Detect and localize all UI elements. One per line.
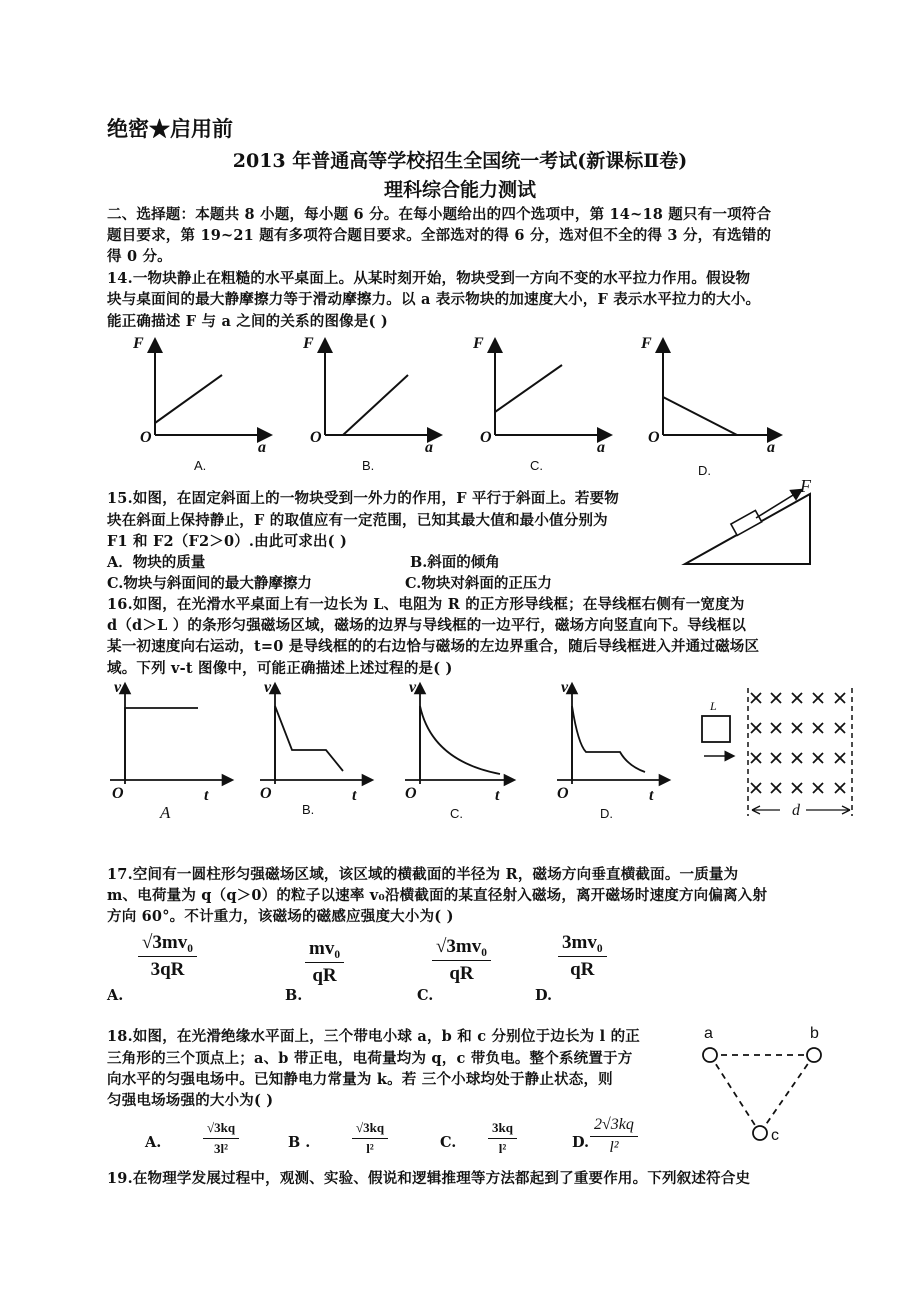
q15-option-a: A．物块的质量 [107,554,206,571]
secret-label: 绝密★启用前 [107,116,233,141]
q15-option-c: C.物块与斜面间的最大静摩擦力 [107,575,312,592]
numerator: √3kq [207,1120,236,1135]
q16-line: 16.如图，在光滑水平桌面上有一边长为 L、电阻为 R 的正方形导线框；在导线框右侧有一宽度为 [107,596,745,613]
numerator: √3mv₀ [142,932,193,953]
q18-option-d-formula [590,1116,638,1157]
origin-label: O [112,785,124,802]
axis-label: a [258,439,266,456]
q18-line: 18.如图，在光滑绝缘水平面上，三个带电小球 a，b 和 c 分别位于边长为 l 的正 [107,1028,640,1045]
q16-line: 域。下列 v-t 图像中，可能正确描述上述过程的是( ) [107,660,453,677]
q18-option-d-label: D. [572,1134,590,1151]
axis-label: F [133,335,144,352]
q17-line: 17.空间有一圆柱形匀强磁场区域，该区域的横截面的半径为 R，磁场方向垂直横截面。一质量为 [107,866,739,883]
axis-label: t [495,787,500,804]
ball-a [703,1048,717,1062]
axis-label: t [352,787,357,804]
intro-line: 二、选择题：本题共 8 小题，每小题 6 分。在每小题给出的四个选项中，第 14~18 题只有一项符合 [107,206,772,223]
q17-line: 方向 60°。不计重力，该磁场的磁感应强度大小为( ) [107,908,454,925]
width-label: d [792,802,800,819]
axis-label: v [264,679,272,696]
intro-line: 得 0 分。 [107,248,172,265]
q18-option-c-formula [488,1120,517,1157]
option-label: C. [530,458,543,473]
origin-label: O [260,785,272,802]
origin-label: O [557,785,569,802]
q15-incline-diagram [680,474,820,570]
q19-line: 19.在物理学发展过程中，观测、实验、假说和逻辑推理等方法都起到了重要作用。下列叙述符合史 [107,1170,751,1187]
q14-line: 能正确描述 F 与 a 之间的关系的图像是( ) [107,313,388,330]
q15-line: 块在斜面上保持静止，F 的取值应有一定范围，已知其最大值和最小值分别为 [107,512,608,529]
q18-line: 三角形的三个顶点上；a、b 带正电，电荷量均为 q，c 带负电。整个系统置于方 [107,1050,633,1067]
ball-b [807,1048,821,1062]
ball-label: c [771,1127,779,1144]
axis-label: v [561,679,569,696]
q15-line: 15.如图，在固定斜面上的一物块受到一外力的作用，F 平行于斜面上。若要物 [107,490,619,507]
q17-line: m、电荷量为 q（q＞0）的粒子以速率 v₀沿横截面的某直径射入磁场，离开磁场时速度方向偏离入射 [107,887,768,904]
q18-line: 匀强电场场强的大小为( ) [107,1092,274,1109]
intro-line: 题目要求，第 19~21 题有多项符合题目要求。全部选对的得 6 分，选对但不全的得 3 分，有选错的 [107,227,772,244]
numerator: mv₀ [309,938,341,959]
q18-option-c-label: C. [440,1134,457,1151]
q16-graph-c [405,679,510,821]
ball-label: b [810,1025,819,1042]
axis-label: F [641,335,652,352]
denominator: qR [432,960,491,985]
origin-label: O [480,429,492,446]
origin-label: O [140,429,152,446]
q17-option-c-label: C. [417,987,434,1004]
q15-line: F1 和 F2（F2＞0）.由此可求出( ) [107,533,348,550]
q15-option-d: C.物块对斜面的正压力 [405,575,552,592]
q18-option-b-formula [352,1120,388,1157]
q17-option-a-formula [138,932,197,981]
axis-label: F [473,335,484,352]
axis-label: t [649,787,654,804]
option-label: D. [698,463,711,478]
denominator: l² [352,1138,388,1157]
option-label: A. [194,458,207,473]
axis-label: F [303,335,314,352]
denominator: 3qR [138,956,197,981]
q17-option-d-formula [558,932,607,981]
ball-label: a [704,1025,713,1042]
option-label: B. [362,458,375,473]
q17-option-b-formula [305,938,344,987]
q15-option-b: B.斜面的倾角 [410,554,500,571]
origin-label: O [310,429,322,446]
axis-label: v [114,679,122,696]
numerator: 3kq [492,1120,513,1135]
axis-label: a [425,439,433,456]
numerator: 3mv₀ [562,932,603,953]
q17-option-a-label: A. [107,987,124,1004]
q14-graphs [100,330,800,485]
option-label: B. [302,802,315,817]
exam-title: 2013 年普通高等学校招生全国统一考试(新课标Ⅱ卷) [232,150,688,172]
exam-subtitle: 理科综合能力测试 [383,179,536,201]
numerator: 2√3kq [594,1116,634,1133]
q16-line: d（d＞L ）的条形匀强磁场区域，磁场的边界与导线框的一边平行，磁场方向竖直向下。导线框以 [107,617,747,634]
axis-label: t [204,787,209,804]
axis-label: a [767,439,775,456]
q18-option-a-label: A. [145,1134,162,1151]
q14-line: 14.一物块静止在粗糙的水平桌面上。从某时刻开始，物块受到一方向不变的水平拉力作用。假设物 [107,270,751,287]
side-label: L [710,699,717,713]
origin-label: O [405,785,417,802]
axis-label: a [597,439,605,456]
option-label: A [160,803,171,822]
q14-graph-a [132,335,266,473]
origin-label: O [648,429,660,446]
q14-line: 块与桌面间的最大静摩擦力等于滑动摩擦力。以 a 表示物块的加速度大小，F 表示水平拉力的大小。 [107,291,761,308]
q17-option-b-label: B. [285,987,303,1004]
axis-label: v [409,679,417,696]
q18-option-b-label: B . [288,1134,311,1151]
numerator: √3kq [356,1120,385,1135]
q18-option-a-formula [203,1120,239,1157]
q14-graph-b [302,335,435,473]
q16-field-diagram [702,688,852,819]
denominator: l² [590,1136,638,1157]
q16-graph-a [110,679,228,822]
option-label: C. [450,806,463,821]
q18-line: 向水平的匀强电场中。已知静电力常量为 k。若 三个小球均处于静止状态，则 [107,1071,613,1088]
denominator: qR [305,962,344,987]
denominator: 3l² [203,1138,239,1157]
denominator: l² [488,1138,517,1157]
ball-c [753,1126,767,1140]
numerator: √3mv₀ [436,936,487,957]
q17-option-c-formula [432,936,491,985]
denominator: qR [558,956,607,981]
q16-graph-b [260,679,368,817]
q16-graphs [100,676,860,826]
q14-graph-d [640,335,775,478]
option-label: D. [600,806,613,821]
q16-line: 某一初速度向右运动，t=0 是导线框的的右边恰与磁场的左边界重合，随后导线框进入并通过磁场区 [107,638,760,655]
force-label: F [800,476,811,496]
q14-graph-c [472,335,605,473]
q18-triangle-diagram [690,1020,850,1150]
q16-graph-d [557,679,665,821]
q17-option-d-label: D. [535,987,553,1004]
